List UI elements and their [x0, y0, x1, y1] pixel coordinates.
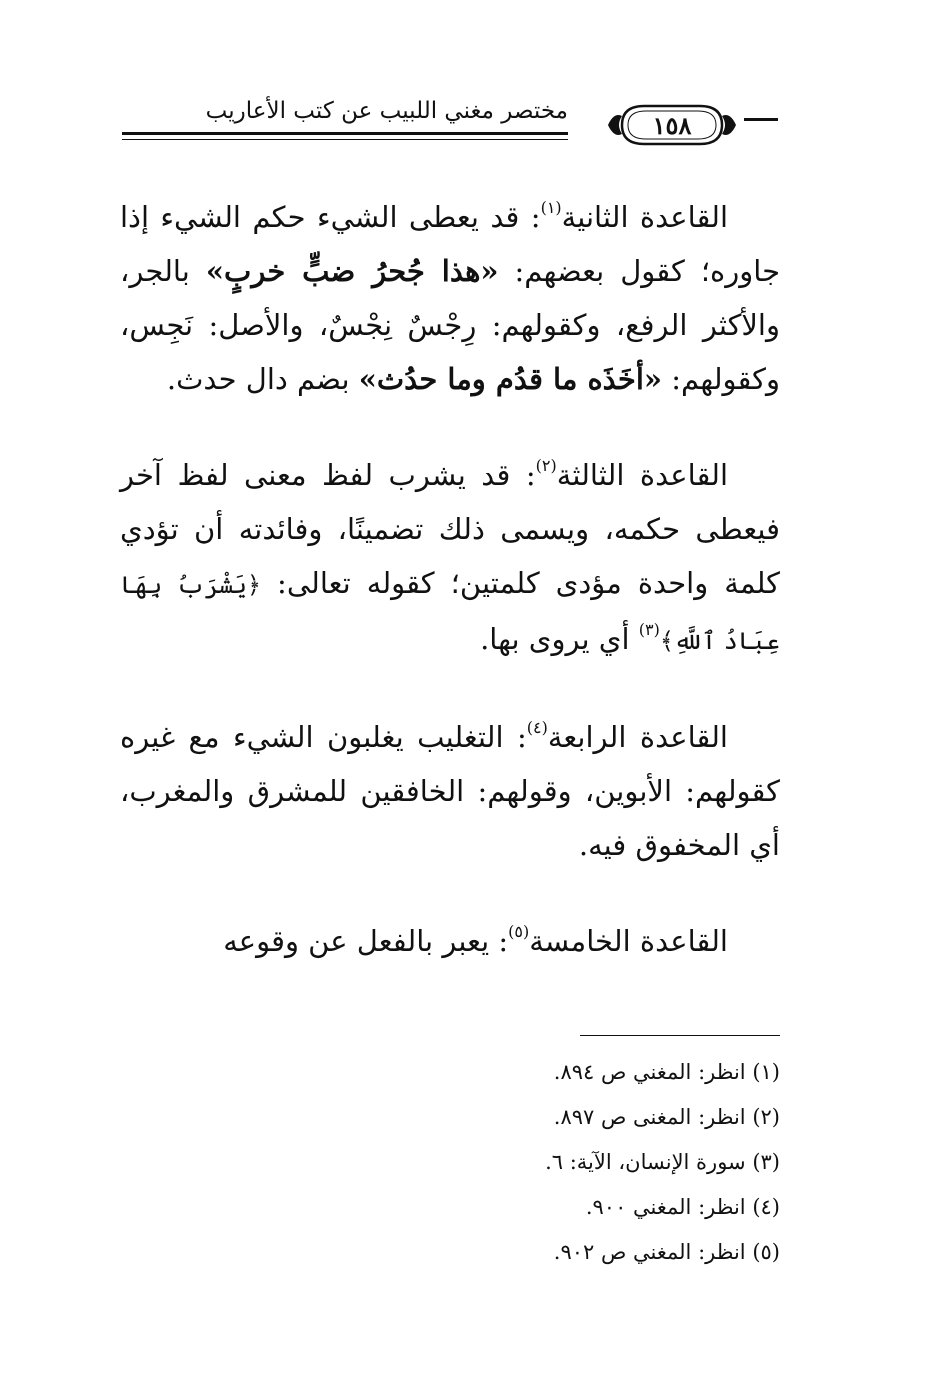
paragraph-text: : يعبر بالفعل عن وقوعه	[223, 924, 509, 958]
main-text	[120, 190, 780, 968]
rule-paragraph-4	[120, 710, 780, 872]
footnote: (٤) انظر: المغني ٩٠٠.	[585, 1195, 780, 1219]
rule-paragraph-5	[120, 914, 780, 968]
quoted-example: «هذا جُحرُ ضبٍّ خربٍ»	[205, 254, 499, 288]
footnote-ref: (٥)	[508, 922, 530, 941]
footnote-ref: (٤)	[526, 718, 548, 737]
rule-paragraph-2	[120, 190, 780, 406]
page-number-badge	[604, 100, 740, 150]
footnote-ref: (٢)	[535, 456, 557, 475]
footnote-ref: (٣)	[638, 620, 660, 639]
rule-label: القاعدة الخامسة	[529, 924, 728, 958]
quoted-example: «أخَذَه ما قدُم وما حدُث»	[358, 362, 663, 396]
header-rule-thin	[122, 139, 568, 140]
footnote: (٣) سورة الإنسان، الآية: ٦.	[545, 1150, 780, 1174]
rule-label: القاعدة الثالثة	[556, 458, 729, 492]
quran-verse: ﴿يَشْرَبُ بِهَا عِبَادُ ٱللَّهِ﴾	[120, 571, 780, 655]
running-title: مختصر مغني اللبيب عن كتب الأعاريب	[205, 98, 568, 124]
header-rule	[122, 132, 568, 135]
paragraph-text: : قد يشرب لفظ معنى لفظ آخر فيعطى حكمه، ويسمى ذلك تضمينًا، وفائدته أن تؤدي كلمة واحدة مؤدى كلمتين؛ كقوله تعالى:	[120, 458, 780, 600]
footnote: (٥) انظر: المغني ص ٩٠٢.	[553, 1240, 780, 1264]
footnotes	[470, 1035, 780, 1275]
paragraph-text: : قد يعطى الشيء حكم الشيء إذا جاوره؛ كقول بعضهم:	[120, 200, 781, 288]
rule-label: القاعدة الرابعة	[547, 720, 728, 754]
footnote-ref: (١)	[540, 198, 562, 217]
paragraph-text: : التغليب يغلبون الشيء مع غيره كقولهم: الأبوين، وقولهم: الخافقين للمشرق والمغرب، أي المخفوق فيه.	[120, 720, 780, 862]
rule-paragraph-3	[120, 448, 780, 668]
header-dash	[744, 118, 778, 121]
page-header	[122, 88, 778, 168]
paragraph-text: أي يروى بها.	[480, 622, 639, 656]
footnote: (٢) انظر: المغنى ص ٨٩٧.	[553, 1105, 780, 1129]
footnote: (١) انظر: المغني ص ٨٩٤.	[553, 1060, 780, 1084]
page-number: ١٥٨	[652, 111, 692, 140]
paragraph-text: بضم دال حدث.	[166, 362, 359, 396]
paragraph-text: بالجر، والأكثر الرفع، وكقولهم: رِجْسٌ نِجْسٌ، والأصل: نَجِس، وكقولهم:	[120, 254, 780, 396]
footnote-separator	[580, 1035, 780, 1036]
rule-label: القاعدة الثانية	[561, 200, 729, 234]
